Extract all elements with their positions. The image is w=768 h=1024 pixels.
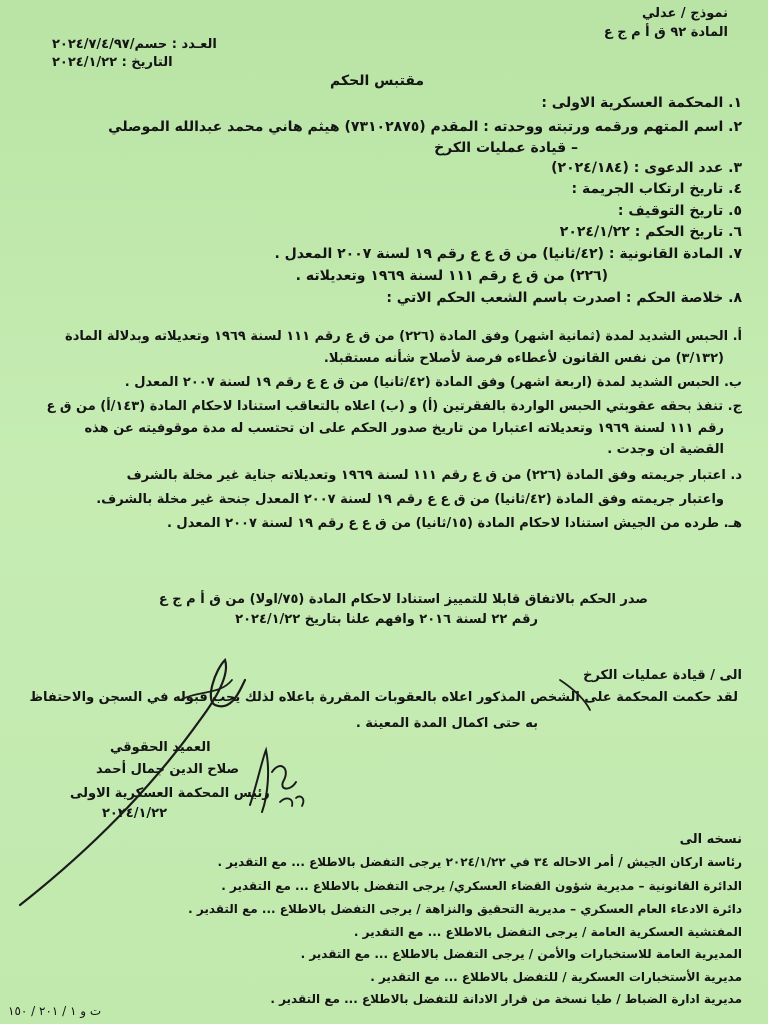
signatory-name: صلاح الدين جمال أحمد — [96, 762, 240, 777]
field-accused-unit: – قيادة عمليات الكرخ — [434, 140, 578, 156]
addressee-line: الى / قيادة عمليات الكرخ — [583, 668, 742, 683]
copy-item: المفتشية العسكرية العامة / يرجى التفضل بالاطلاع ... مع التقدير . — [353, 925, 742, 939]
field-verdict-date: ٦. تاريخ الحكم : ٢٠٢٤/١/٢٢ — [559, 224, 742, 240]
copy-item: المديرية العامة للاستخبارات والأمن / يرجى التفضل بالاطلاع ... مع التقدير . — [300, 947, 742, 961]
issued-line-1: صدر الحكم بالاتفاق قابلا للتمييز استنادا لاحكام المادة (٧٥/اولا) من ق أ م ج ع — [158, 592, 648, 607]
copy-item: الدائرة القانونية – مديرية شؤون القضاء العسكري/ يرجى التفضل بالاطلاع ... مع التقدير . — [221, 879, 742, 893]
verdict-item-b: ب. الحبس الشديد لمدة (اربعة اشهر) وفق المادة (٤٢/ثانيا) من ق ع ع رقم ١٩ لسنة ٢٠٠٧ المعدل . — [124, 375, 742, 390]
footer-code: ت و ١ / ٢٠١ / ١٥٠ — [8, 1004, 102, 1018]
field-arrest-date: ٥. تاريخ التوقيف : — [617, 203, 742, 219]
copies-heading: نسخه الى — [679, 832, 742, 847]
copy-item: دائرة الادعاء العام العسكري – مديرية التحقيق والنزاهة / يرجى التفضل بالاطلاع ... مع التقدير . — [188, 902, 742, 916]
verdict-item-e: هـ. طرده من الجيش استنادا لاحكام المادة (١٥/ثانيا) من ق ع ع رقم ١٩ لسنة ٢٠٠٧ المعدل . — [166, 516, 742, 531]
verdict-item-a: أ. الحبس الشديد لمدة (ثمانية اشهر) وفق المادة (٢٢٦) من ق ع رقم ١١١ لسنة ١٩٦٩ وتعديلاته وبدلالة المادة — [65, 329, 742, 344]
field-case-number: ٣. عدد الدعوى : (٢٠٢٤/١٨٤) — [551, 160, 742, 176]
addressee-body: لقد حكمت المحكمة على الشخص المذكور اعلاه بالعقوبات المقررة باعلاه لذلك يجب قبوله في السجن والاحتفاظ — [29, 690, 738, 705]
signatory-rank: العميد الحقوقي — [110, 740, 211, 755]
field-verdict-summary: ٨. خلاصة الحكم : اصدرت باسم الشعب الحكم الاتي : — [386, 290, 742, 306]
addressee-body-cont: به حتى اكمال المدة المعينة . — [355, 716, 538, 731]
copy-item: مديرية الأستخبارات العسكرية / للتفضل بالاطلاع ... مع التقدير . — [370, 970, 742, 984]
verdict-item-c: ج. تنفذ بحقه عقوبتي الحبس الواردة بالفقرتين (أ) و (ب) اعلاه بالتعاقب استنادا لاحكام المادة (١٤٣/أ) من ق ع — [46, 399, 742, 414]
field-legal-article: ٧. المادة القانونية : (٤٢/ثانيا) من ق ع ع رقم ١٩ لسنة ٢٠٠٧ المعدل . — [274, 246, 742, 262]
copy-item: مديرية ادارة الضباط / طيا نسخة من قرار الادانة للتفضل بالاطلاع ... مع التقدير . — [270, 992, 742, 1006]
signatory-date: ٢٠٢٤/١/٢٢ — [102, 806, 168, 821]
copy-item: رئاسة اركان الجيش / أمر الاحاله ٣٤ في ٢٠٢٤/١/٢٢ يرجى التفضل بالاطلاع ... مع التقدير . — [217, 855, 742, 869]
verdict-item-a-cont: (٣/١٣٢) من نفس القانون لأعطاءه فرصة لأصلاح شأنه مستقبلا. — [323, 351, 724, 366]
verdict-item-c-cont: رقم ١١١ لسنة ١٩٦٩ وتعديلاته اعتبارا من تاريخ صدور الحكم على ان تحتسب له مدة موقوفيته عن هذه — [84, 421, 724, 436]
document-number: العـدد : حسم/٢٠٢٤/٧/٤/٩٧ — [52, 37, 217, 52]
field-accused: ٢. اسم المتهم ورقمه ورتبته ووحدته : المقدم (٧٣١٠٢٨٧٥) هيثم هاني محمد عبدالله الموصلي — [108, 119, 742, 135]
field-crime-date: ٤. تاريخ ارتكاب الجريمة : — [571, 181, 742, 197]
issued-line-2: رقم ٢٢ لسنة ٢٠١٦ وافهم علنا بتاريخ ٢٠٢٤/١/٢٢ — [235, 612, 538, 627]
article-reference-line: المادة ٩٢ ق أ م ج ع — [603, 25, 728, 40]
verdict-item-d: د. اعتبار جريمته وفق المادة (٢٢٦) من ق ع رقم ١١١ لسنة ١٩٦٩ وتعديلاته جناية غير مخلة بالشرف — [126, 468, 742, 483]
field-court: ١. المحكمة العسكرية الاولى : — [541, 95, 742, 111]
document-title: مقتبس الحكم — [330, 73, 425, 89]
signatory-title: رئيس المحكمة العسكرية الاولى — [70, 786, 270, 801]
verdict-item-d-cont: واعتبار جريمته وفق المادة (٤٢/ثانيا) من ق ع ع رقم ١٩ لسنة ٢٠٠٧ المعدل جنحة غير مخلة بالشرف. — [96, 492, 724, 507]
verdict-item-c-cont2: القضية ان وجدت . — [607, 442, 724, 457]
form-type-line: نموذج / عدلي — [641, 6, 728, 21]
document-date: التاريخ : ٢٠٢٤/١/٢٢ — [52, 55, 173, 70]
field-legal-article-2: (٢٢٦) من ق ع رقم ١١١ لسنة ١٩٦٩ وتعديلاته . — [295, 268, 608, 284]
